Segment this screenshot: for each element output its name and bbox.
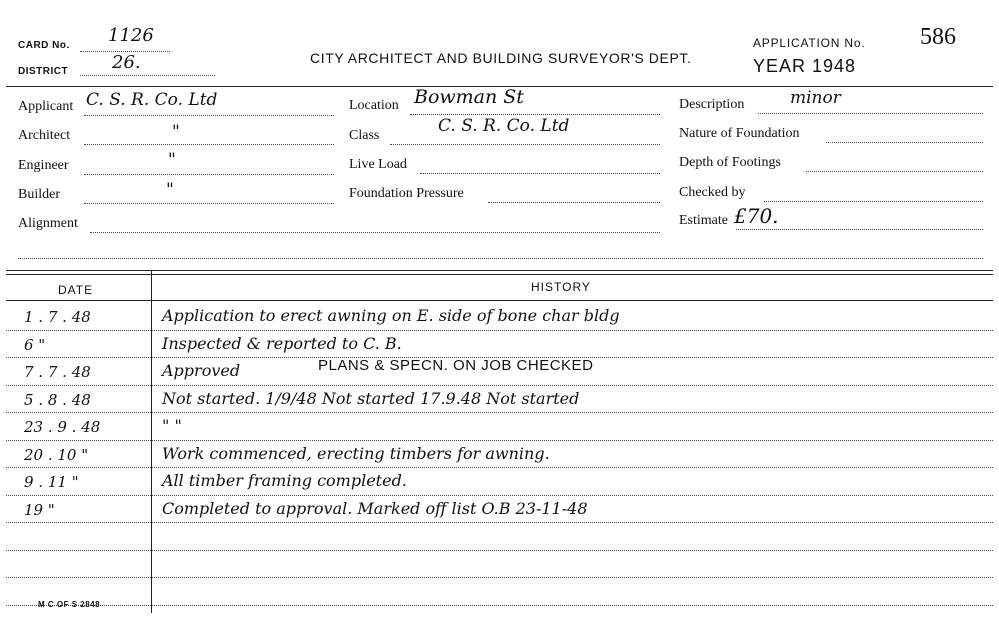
nature-of-foundation-line [826, 142, 983, 143]
department-title: CITY ARCHITECT AND BUILDING SURVEYOR'S DEPT. [310, 50, 692, 66]
live-load-line [420, 173, 660, 174]
history-header: HISTORY [531, 280, 591, 294]
estimate-line [736, 229, 983, 230]
nature-of-foundation-label: Nature of Foundation [679, 126, 800, 141]
history-date: 19 " [24, 500, 55, 519]
date-column-divider [151, 270, 152, 613]
date-header: DATE [58, 283, 94, 297]
history-date: 1 . 7 . 48 [24, 308, 91, 326]
builder-value: " [166, 180, 174, 200]
location-label: Location [349, 98, 399, 113]
card-number-label: CARD No. [18, 40, 70, 51]
history-entry: " " [162, 416, 182, 435]
history-row-line [6, 495, 993, 496]
checked-by-line [764, 201, 983, 202]
history-entry: Application to erect awning on E. side of bone char bldg [162, 306, 620, 325]
depth-of-footings-line [806, 171, 983, 172]
history-entry: All timber framing completed. [162, 471, 407, 490]
history-stamp: PLANS & SPECN. ON JOB CHECKED [318, 357, 594, 374]
engineer-line [84, 174, 334, 175]
history-header-rule [6, 300, 993, 301]
application-number: 586 [920, 24, 956, 50]
description-value: minor [790, 88, 841, 108]
history-row-line [6, 467, 993, 468]
engineer-label: Engineer [18, 158, 69, 173]
history-row-line [6, 330, 993, 331]
class-label: Class [349, 128, 380, 143]
class-value: C. S. R. Co. Ltd [438, 116, 570, 136]
fields-bottom-dots [18, 258, 983, 259]
history-date: 6 " [24, 335, 46, 354]
history-row-line [6, 412, 993, 413]
district-label: DISTRICT [18, 66, 69, 77]
history-row-line [6, 385, 993, 386]
history-top-rule [6, 270, 993, 271]
architect-line [84, 144, 334, 145]
builder-label: Builder [18, 187, 60, 202]
description-line [758, 113, 983, 114]
history-date: 7 . 7 . 48 [24, 363, 91, 381]
architect-value: " [172, 122, 180, 142]
class-line [390, 144, 660, 145]
card-number-value: 1126 [108, 25, 154, 46]
history-row-line [6, 605, 993, 606]
history-entry: Approved [162, 361, 241, 380]
location-line [410, 114, 660, 115]
history-entry: Completed to approval. Marked off list O.B 23-11-48 [162, 498, 588, 518]
description-label: Description [679, 97, 745, 112]
builder-line [84, 203, 334, 204]
history-date: 20 . 10 " [24, 445, 89, 464]
form-code: M C OF S 2848 [38, 600, 101, 609]
history-entry: Work commenced, erecting timbers for awning. [162, 443, 550, 463]
history-date: 9 . 11 " [24, 473, 79, 491]
history-entry: Inspected & reported to C. B. [162, 333, 402, 353]
history-date: 23 . 9 . 48 [24, 418, 101, 436]
architect-label: Architect [18, 128, 71, 143]
estimate-label: Estimate [679, 213, 728, 228]
alignment-line [90, 232, 660, 233]
applicant-value: C. S. R. Co. Ltd [86, 90, 218, 110]
history-row-line [6, 577, 993, 578]
application-label: APPLICATION No. [753, 36, 866, 50]
location-value: Bowman St [414, 86, 524, 108]
alignment-label: Alignment [18, 216, 78, 231]
district-value: 26. [112, 52, 141, 73]
history-entry: Not started. 1/9/48 Not started 17.9.48 Not started [162, 388, 580, 408]
checked-by-label: Checked by [679, 185, 746, 200]
live-load-label: Live Load [349, 157, 407, 172]
engineer-value: " [168, 150, 176, 170]
applicant-label: Applicant [18, 99, 74, 114]
depth-of-footings-label: Depth of Footings [679, 155, 781, 170]
history-row-line [6, 440, 993, 441]
estimate-value: £70. [734, 204, 779, 228]
district-line [80, 75, 215, 76]
year-label: YEAR 1948 [753, 56, 857, 76]
history-row-line [6, 522, 993, 523]
applicant-line [84, 115, 334, 116]
foundation-pressure-label: Foundation Pressure [349, 186, 464, 201]
history-date: 5 . 8 . 48 [24, 390, 91, 409]
history-top-rule-2 [6, 274, 993, 275]
foundation-pressure-line [488, 202, 660, 203]
history-row-line [6, 550, 993, 551]
